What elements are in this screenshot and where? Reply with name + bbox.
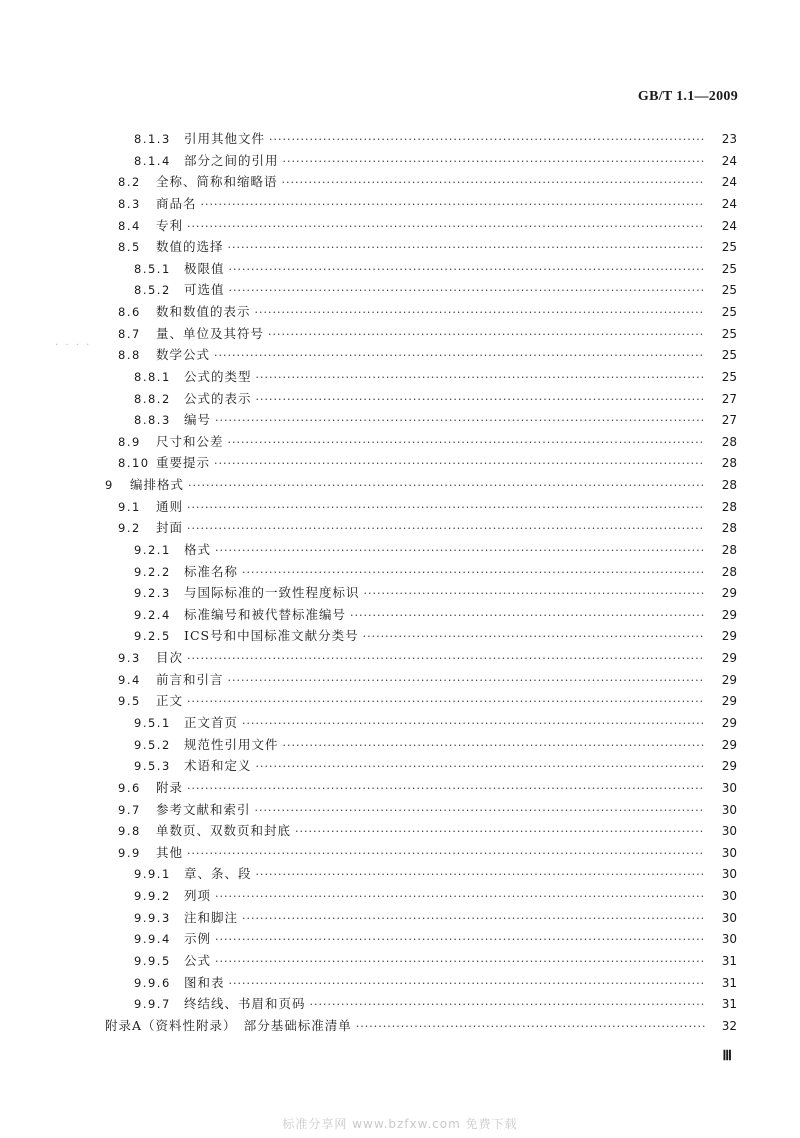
- toc-entry-number: 8.8.2: [134, 391, 171, 406]
- toc-entry: [118, 669, 737, 690]
- dot-leader: [242, 908, 705, 929]
- toc-entry-title: 数和数值的表示: [156, 304, 251, 320]
- dot-leader: [255, 800, 705, 821]
- toc-entry-number: 8.1.3: [134, 132, 171, 146]
- toc-entry-title: 封面: [156, 520, 184, 536]
- toc-entry-page: 31: [721, 975, 737, 990]
- toc-entry: [134, 409, 737, 430]
- toc-entry-title: ICS号和中国标准文献分类号: [184, 628, 359, 644]
- toc-entry: [118, 690, 737, 711]
- toc-entry-title: 其他: [156, 844, 184, 860]
- toc-entry-number: 8.3: [118, 196, 141, 211]
- toc-entry-title: 参考文献和索引: [156, 801, 251, 817]
- dot-leader: [187, 843, 705, 864]
- toc-entry-page: 24: [721, 218, 737, 233]
- dot-leader: [256, 389, 705, 410]
- dot-leader: [187, 497, 705, 518]
- toc-entry-number: 9: [105, 478, 114, 493]
- toc-entry-page: 30: [721, 824, 737, 839]
- toc-entry-page: 27: [721, 391, 737, 406]
- toc-entry-title: 章、条、段: [184, 866, 252, 882]
- toc-entry: [134, 539, 737, 560]
- toc-entry-number: 8.9: [118, 434, 141, 449]
- toc-entry-title: 与国际标准的一致性程度标识: [184, 585, 360, 601]
- toc-entry-title: 极限值: [184, 260, 225, 276]
- toc-entry-page: 28: [721, 434, 737, 449]
- toc-entry-number: 9.9.2: [134, 889, 171, 904]
- toc-entry: [118, 344, 737, 365]
- toc-entry-title: 正文: [156, 693, 184, 709]
- toc-entry-title: 数值的选择: [156, 239, 224, 255]
- toc-entry-page: 28: [721, 564, 737, 579]
- toc-entry-page: 30: [721, 802, 737, 817]
- toc-entry-number: 9.2.4: [134, 607, 171, 622]
- dot-leader: [228, 237, 705, 258]
- dot-leader: [229, 973, 705, 994]
- toc-entry-title: 术语和定义: [184, 758, 252, 774]
- dot-leader: [356, 1016, 705, 1037]
- dot-leader: [188, 475, 705, 496]
- dot-leader: [310, 994, 705, 1015]
- toc-entry-page: 30: [721, 910, 737, 925]
- toc-entry: [134, 625, 737, 646]
- toc-entry-page: 29: [721, 586, 737, 601]
- toc-entry-page: 28: [721, 521, 737, 536]
- toc-entry-title: 商品名: [156, 195, 197, 211]
- toc-entry-number: 9.2.3: [134, 586, 171, 601]
- toc-entry: [134, 885, 737, 906]
- toc-entry-title: 尺寸和公差: [156, 433, 224, 449]
- dot-leader: [363, 626, 705, 647]
- toc-entry-title: 示例: [184, 931, 212, 947]
- toc-entry-page: 25: [721, 348, 737, 363]
- toc-entry-page: 28: [721, 478, 737, 493]
- toc-entry: [118, 431, 737, 452]
- toc-entry: [134, 863, 737, 884]
- toc-entry-page: 25: [721, 240, 737, 255]
- toc-entry-title: 重要提示: [156, 455, 211, 471]
- dot-leader: [187, 691, 705, 712]
- toc-entry-title: 通则: [156, 498, 184, 514]
- toc-entry-number: 9.5.1: [134, 716, 171, 730]
- toc-entry: [134, 582, 737, 603]
- toc-entry-title: 附录A（资料性附录） 部分基础标准清单: [105, 1017, 352, 1033]
- toc-entry-page: 30: [721, 889, 737, 904]
- dot-leader: [214, 345, 705, 366]
- toc-entry-page: 29: [721, 607, 737, 622]
- toc-entry: [118, 171, 737, 192]
- toc-entry-title: 格式: [184, 541, 212, 557]
- toc-entry: [134, 734, 737, 755]
- toc-entry-page: 29: [721, 672, 737, 687]
- toc-entry: [118, 215, 737, 236]
- toc-entry-title: 附录: [156, 779, 184, 795]
- toc-entry-number: 9.9.4: [134, 932, 171, 947]
- toc-entry-title: 公式: [184, 952, 212, 968]
- watermark: 标准分享网 www.bzfxw.com 免费下载: [282, 1117, 518, 1131]
- toc-entry-title: 部分之间的引用: [184, 152, 279, 168]
- toc-entry-number: 9.2: [118, 521, 141, 536]
- toc-entry: [134, 755, 737, 776]
- toc-entry-page: 31: [721, 997, 737, 1012]
- toc-entry-page: 32: [721, 1018, 737, 1033]
- toc-entry: [105, 474, 737, 495]
- toc-entry-title: 全称、简称和缩略语: [156, 174, 278, 190]
- toc-entry: [134, 972, 737, 993]
- toc-entry-title: 标准名称: [184, 563, 239, 579]
- toc-entry-number: 9.5.2: [134, 737, 171, 752]
- toc-entry: [118, 820, 737, 841]
- toc-entry-title: 编排格式: [130, 477, 185, 493]
- toc-entry-page: 30: [721, 780, 737, 795]
- toc-entry-page: 30: [721, 932, 737, 947]
- toc-entry: [134, 279, 737, 300]
- toc-entry-number: 9.4: [118, 672, 141, 687]
- toc-entry-page: 29: [721, 694, 737, 709]
- toc-entry-title: 可选值: [184, 282, 225, 298]
- toc-entry-page: 29: [721, 629, 737, 644]
- toc-entry-number: 9.2.2: [134, 564, 171, 579]
- toc-entry-title: 公式的表示: [184, 390, 252, 406]
- toc-entry-page: 31: [721, 953, 737, 968]
- toc-entry-title: 单数页、双数页和封底: [156, 823, 292, 839]
- toc-entry-number: 9.9: [118, 845, 141, 860]
- toc-entry-page: 24: [721, 153, 737, 168]
- toc-entry: [134, 258, 737, 279]
- toc-entry-page: 30: [721, 845, 737, 860]
- dot-leader: [215, 540, 705, 561]
- dot-leader: [215, 951, 705, 972]
- toc-entry: [118, 517, 737, 538]
- toc-entry: [134, 604, 737, 625]
- toc-entry: [118, 301, 737, 322]
- dot-leader: [214, 453, 705, 474]
- toc-entry: [118, 452, 737, 473]
- toc-entry: [118, 193, 737, 214]
- toc-entry-number: 9.9.3: [134, 910, 171, 925]
- toc-entry-page: 28: [721, 456, 737, 471]
- toc-entry-page: 25: [721, 283, 737, 298]
- toc-entry: [134, 950, 737, 971]
- toc-entry: [134, 993, 737, 1014]
- toc-entry-page: 28: [721, 542, 737, 557]
- toc-entry-number: 8.10: [118, 456, 150, 471]
- dot-leader: [269, 129, 705, 150]
- dot-leader: [256, 756, 705, 777]
- toc-entry-title: 规范性引用文件: [184, 736, 279, 752]
- toc-entry-page: 25: [721, 326, 737, 341]
- dot-leader: [364, 583, 705, 604]
- toc-entry-number: 9.6: [118, 780, 141, 795]
- toc-entry-title: 列项: [184, 888, 212, 904]
- toc-entry: [134, 712, 737, 733]
- dot-leader: [229, 280, 705, 301]
- dot-leader: [215, 929, 705, 950]
- toc-entry-title: 标准编号和被代替标准编号: [184, 606, 347, 622]
- dot-leader: [283, 735, 705, 756]
- toc-entry: [134, 366, 737, 387]
- toc-entry-page: 24: [721, 196, 737, 211]
- toc-entry-title: 数学公式: [156, 347, 211, 363]
- dot-leader: [268, 324, 705, 345]
- toc-entry-number: 8.2: [118, 175, 141, 190]
- toc-entry-page: 29: [721, 716, 737, 730]
- toc-entry-number: 8.5: [118, 240, 141, 255]
- toc-entry: [118, 777, 737, 798]
- toc-entry-title: 终结线、书眉和页码: [184, 996, 306, 1012]
- toc-entry: [134, 907, 737, 928]
- toc-entry: [118, 799, 737, 820]
- toc-entry-number: 8.8.3: [134, 413, 171, 428]
- toc-entry-number: 8.4: [118, 218, 141, 233]
- toc-entry-title: 图和表: [184, 974, 225, 990]
- dot-leader: [242, 713, 705, 734]
- dot-leader: [242, 562, 705, 583]
- toc-entry: [118, 323, 737, 344]
- dot-leader: [187, 518, 705, 539]
- toc-entry-number: 8.5.2: [134, 283, 171, 298]
- toc-entry: [134, 388, 737, 409]
- toc-entry-number: 8.8.1: [134, 369, 171, 384]
- toc-entry: [118, 842, 737, 863]
- toc-entry-number: 9.3: [118, 651, 141, 666]
- toc-entry-page: 29: [721, 651, 737, 666]
- toc-entry-number: 9.9.7: [134, 997, 171, 1012]
- toc-entry-page: 29: [721, 759, 737, 774]
- toc-entry-title: 前言和引言: [156, 671, 224, 687]
- dot-leader: [187, 216, 705, 237]
- toc-entry-title: 目次: [156, 650, 184, 666]
- dot-leader: [282, 172, 705, 193]
- toc-entry-title: 量、单位及其符号: [156, 325, 265, 341]
- toc-entry: [118, 496, 737, 517]
- toc-entry-number: 8.5.1: [134, 261, 171, 276]
- toc-entry-page: 27: [721, 413, 737, 428]
- dot-leader: [350, 605, 705, 626]
- toc-entry: [134, 150, 737, 171]
- toc-entry-title: 引用其他文件: [184, 131, 266, 146]
- toc-entry: [105, 1015, 737, 1036]
- dot-leader: [187, 778, 705, 799]
- dot-leader: [215, 410, 705, 431]
- toc-entry: [134, 128, 737, 149]
- header-standard-number: GB/T 1.1—2009: [637, 89, 738, 104]
- toc-entry-page: 30: [721, 867, 737, 882]
- toc-entry-page: 28: [721, 499, 737, 514]
- toc-entry-number: 9.8: [118, 824, 141, 839]
- dot-leader: [295, 821, 705, 842]
- toc-entry-page: 25: [721, 261, 737, 276]
- toc-entry-page: 29: [721, 737, 737, 752]
- dot-leader: [215, 886, 705, 907]
- toc-entry: [134, 928, 737, 949]
- toc-entry: [118, 236, 737, 257]
- toc-entry-title: 编号: [184, 412, 212, 428]
- toc-entry-number: 9.7: [118, 802, 141, 817]
- toc-entry-title: 专利: [156, 217, 184, 233]
- toc-entry-page: 24: [721, 175, 737, 190]
- toc-entry: [134, 561, 737, 582]
- toc-entry-number: 9.2.1: [134, 542, 171, 557]
- dot-leader: [255, 302, 705, 323]
- toc-entry-number: 8.7: [118, 326, 141, 341]
- toc-entry-number: 9.5.3: [134, 759, 171, 774]
- toc-entry-title: 注和脚注: [184, 909, 239, 925]
- toc-entry-number: 8.6: [118, 305, 141, 320]
- dot-leader: [228, 432, 705, 453]
- toc-entry-number: 9.9.6: [134, 975, 171, 990]
- dot-leader: [256, 367, 705, 388]
- page-number-roman: Ⅲ: [722, 1049, 732, 1064]
- toc-entry-page: 25: [721, 369, 737, 384]
- toc-entry-number: 9.9.1: [134, 867, 171, 882]
- toc-entry-number: 8.8: [118, 348, 141, 363]
- toc-entry-page: 23: [721, 132, 737, 146]
- dot-leader: [283, 151, 705, 172]
- toc-entry-number: 9.1: [118, 499, 141, 514]
- toc-entry-page: 25: [721, 305, 737, 320]
- toc-entry: [118, 647, 737, 668]
- toc-entry-title: 正文首页: [184, 715, 239, 730]
- toc-entry-number: 9.2.5: [134, 629, 171, 644]
- toc-entry-number: 9.5: [118, 694, 141, 709]
- scan-mark: · · · ·: [55, 340, 92, 351]
- dot-leader: [201, 194, 705, 215]
- toc-entry-number: 9.9.5: [134, 953, 171, 968]
- dot-leader: [229, 259, 705, 280]
- dot-leader: [187, 648, 705, 669]
- toc-entry-number: 8.1.4: [134, 153, 171, 168]
- dot-leader: [228, 670, 705, 691]
- dot-leader: [256, 864, 705, 885]
- toc-entry-title: 公式的类型: [184, 368, 252, 384]
